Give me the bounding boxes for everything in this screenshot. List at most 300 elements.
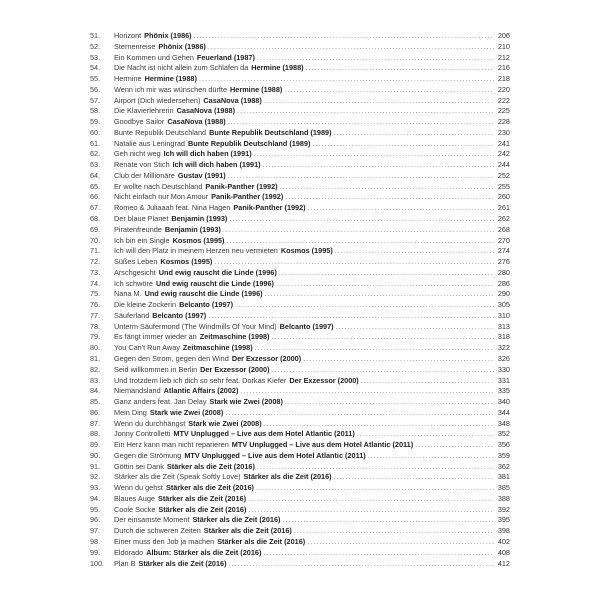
toc-entry[interactable] (90, 160, 510, 171)
dot-leader (272, 365, 494, 376)
song-title: Es fängt immer wieder an (114, 332, 197, 342)
dot-leader (257, 53, 494, 64)
song-title: Der einsamste Moment (114, 515, 190, 525)
dot-leader (237, 106, 494, 117)
entry-number: 87. (90, 418, 101, 428)
page-number: 352 (497, 429, 510, 439)
album-name: Benjamin (1993) (171, 214, 228, 224)
song-title: Bunte Republik Deutschland (114, 127, 207, 137)
album-name: Album: Stärker als die Zeit (2016) (146, 547, 262, 557)
page-number: 318 (497, 332, 510, 342)
entry-number: 100. (90, 558, 105, 568)
entry-number: 72. (90, 257, 101, 267)
album-name: Kosmos (1995) (280, 246, 333, 256)
toc-entry[interactable] (90, 322, 510, 333)
toc-entry[interactable] (90, 279, 510, 290)
entry-number: 89. (90, 440, 101, 450)
page-number: 344 (497, 407, 510, 417)
toc-entry[interactable] (90, 548, 510, 559)
album-name: Stark wie Zwei (2008) (188, 418, 262, 428)
dot-leader (303, 354, 494, 365)
table-of-contents (90, 31, 510, 569)
dot-leader (294, 526, 494, 537)
song-title: Die kleine Zockerin (114, 300, 177, 310)
toc-entry[interactable] (90, 171, 510, 182)
page-number: 313 (497, 321, 510, 331)
dot-leader (279, 268, 494, 279)
toc-entry[interactable] (90, 139, 510, 150)
song-title: Durch die schweren Zeiten (114, 526, 201, 536)
song-title: Ein Kommen und Gehen (114, 52, 194, 62)
dot-leader (254, 149, 494, 160)
dot-leader (336, 322, 494, 333)
dot-leader (228, 117, 494, 128)
song-title: Renate von Stich (114, 160, 170, 170)
entry-number: 56. (90, 84, 101, 94)
song-title: Süßes Leben (114, 257, 158, 267)
page-number: 212 (497, 52, 510, 62)
song-title: Ich will den Platz in meinem Herzen neu vermieten (114, 246, 278, 256)
album-name: Stärker als die Zeit (2016) (203, 526, 292, 536)
album-name: CasaNova (1988) (203, 95, 262, 105)
album-name: Feuerland (1987) (196, 52, 255, 62)
entry-number: 69. (90, 224, 101, 234)
song-title: Niemandsland (114, 386, 161, 396)
album-name: Panik-Panther (1992) (211, 192, 284, 202)
entry-number: 99. (90, 547, 101, 557)
album-name: Panik-Panther (1992) (233, 203, 306, 213)
dot-leader (312, 139, 494, 150)
entry-number: 80. (90, 343, 101, 353)
album-name: Hermine (1988) (230, 84, 283, 94)
page-number: 290 (497, 289, 510, 299)
page-number: 210 (497, 41, 510, 51)
entry-number: 77. (90, 310, 101, 320)
album-name: Und ewig rauscht die Linde (1996) (155, 278, 274, 288)
toc-entry[interactable] (90, 236, 510, 247)
entry-number: 66. (90, 192, 101, 202)
page-number: 252 (497, 170, 510, 180)
entry-number: 96. (90, 515, 101, 525)
page-number: 310 (497, 310, 510, 320)
entry-number: 70. (90, 235, 101, 245)
dot-leader (334, 472, 494, 483)
dot-leader (257, 462, 494, 473)
song-title: You Can't Run Away (114, 343, 180, 353)
entry-number: 59. (90, 117, 101, 127)
page-number: 218 (497, 74, 510, 84)
toc-entry[interactable] (90, 149, 510, 160)
album-name: Stärker als die Zeit (2016) (158, 504, 247, 514)
entry-number: 55. (90, 74, 101, 84)
toc-entry[interactable] (90, 505, 510, 516)
album-name: Der Exzessor (2000) (289, 375, 359, 385)
dot-leader (285, 192, 494, 203)
entry-number: 61. (90, 138, 101, 148)
dot-leader (229, 214, 494, 225)
album-name: MTV Unplugged – Live aus dem Hotel Atlantic (2011) (231, 440, 414, 450)
page-number: 359 (497, 450, 510, 460)
page-number: 268 (497, 224, 510, 234)
entry-number: 85. (90, 397, 101, 407)
entry-number: 58. (90, 106, 101, 116)
album-name: CasaNova (1988) (167, 117, 226, 127)
entry-number: 90. (90, 450, 101, 460)
entry-number: 79. (90, 332, 101, 342)
toc-entry[interactable] (90, 300, 510, 311)
page-number: 322 (497, 343, 510, 353)
toc-entry[interactable] (90, 74, 510, 85)
dot-leader (264, 419, 494, 430)
album-name: MTV Unplugged – Live aus dem Hotel Atlantic (2011) (173, 429, 355, 439)
dot-leader (263, 160, 494, 171)
toc-entry[interactable] (90, 42, 510, 53)
toc-entry[interactable] (90, 96, 510, 107)
toc-entry[interactable] (90, 63, 510, 74)
album-name: Belcanto (1997) (179, 300, 233, 310)
album-name: Stärker als die Zeit (2016) (165, 483, 254, 493)
page-number: 230 (497, 127, 510, 137)
album-name: Kosmos (1995) (172, 235, 225, 245)
page-number: 225 (497, 106, 510, 116)
song-title: Club der Millionäre (114, 170, 175, 180)
album-name: Stärker als die Zeit (2016) (138, 558, 227, 568)
dot-leader (208, 42, 494, 53)
album-name: CasaNova (1988) (176, 106, 236, 116)
toc-entry[interactable] (90, 31, 510, 42)
page-number: 348 (497, 418, 510, 428)
dot-leader (248, 494, 494, 505)
dot-leader (194, 31, 494, 42)
entry-number: 97. (90, 526, 101, 536)
toc-entry[interactable] (90, 343, 510, 354)
dot-leader (256, 483, 494, 494)
page-number: 206 (497, 31, 510, 40)
song-title: Unterm Säufermond (The Windmills Of Your Mind) (114, 321, 277, 331)
song-title: Göttin sei Dank (114, 461, 164, 471)
entry-number: 64. (90, 170, 101, 180)
toc-entry[interactable] (90, 386, 510, 397)
page-number: 395 (497, 515, 510, 525)
entry-number: 57. (90, 95, 101, 105)
song-title: Sternenreise (114, 41, 156, 51)
album-name: Stärker als die Zeit (2016) (192, 515, 281, 525)
page-number: 356 (497, 440, 510, 450)
song-title: Goodbye Sailor (114, 117, 165, 127)
toc-entry[interactable] (90, 537, 510, 548)
dot-leader (263, 548, 494, 559)
entry-number: 63. (90, 160, 101, 170)
toc-entry[interactable] (90, 526, 510, 537)
toc-entry[interactable] (90, 53, 510, 64)
dot-leader (227, 236, 495, 247)
dot-leader (285, 397, 494, 408)
song-title: Säuferland (114, 310, 150, 320)
entry-number: 94. (90, 493, 101, 503)
toc-entry[interactable] (90, 559, 510, 570)
toc-entry[interactable] (90, 128, 510, 139)
album-name: Hermine (1988) (144, 74, 197, 84)
dot-leader (240, 386, 494, 397)
song-title: Nicht einfach nur Mon Amour (114, 192, 209, 202)
song-title: Piratenfreunde (114, 224, 162, 234)
dot-leader (264, 96, 494, 107)
song-title: Arschgesicht (114, 267, 156, 277)
dot-leader (214, 257, 494, 268)
entry-number: 88. (90, 429, 101, 439)
entry-number: 65. (90, 181, 101, 191)
song-title: Wenn ich mir was wünschen dürfte (114, 84, 228, 94)
dot-leader (334, 128, 494, 139)
album-name: Gustav (1991) (177, 170, 226, 180)
toc-entry[interactable] (90, 354, 510, 365)
dot-leader (282, 515, 494, 526)
page-number: 392 (497, 504, 510, 514)
album-name: Bunte Republik Deutschland (1989) (188, 138, 311, 148)
song-title: Wenn du durchhängst (114, 418, 186, 428)
song-title: Natalie aus Leningrad (114, 138, 185, 148)
page-number: 241 (497, 138, 510, 148)
dot-leader (276, 279, 494, 290)
page-number: 260 (497, 192, 510, 202)
entry-number: 73. (90, 267, 101, 277)
toc-entry[interactable] (90, 494, 510, 505)
page-number: 244 (497, 160, 510, 170)
album-name: Stärker als die Zeit (2016) (166, 461, 255, 471)
dot-leader (248, 505, 494, 516)
toc-entry[interactable] (90, 246, 510, 257)
song-title: Ich schwöre (114, 278, 153, 288)
entry-number: 51. (90, 31, 101, 40)
dot-leader (284, 85, 494, 96)
dot-leader (225, 408, 494, 419)
album-name: Panik-Panther (1992) (205, 181, 278, 191)
dot-leader (235, 300, 494, 311)
toc-entry[interactable] (90, 483, 510, 494)
album-name: Ich will dich haben (1991) (163, 149, 252, 159)
album-name: Hermine (1988) (251, 63, 304, 73)
toc-entry[interactable] (90, 515, 510, 526)
page-number: 388 (497, 493, 510, 503)
album-name: Stärker als die Zeit (2016) (157, 493, 246, 503)
song-title: Airport (Dich wiedersehen) (114, 95, 201, 105)
toc-entry[interactable] (90, 451, 510, 462)
song-title: Hermine (114, 74, 142, 84)
dot-leader (255, 343, 494, 354)
dot-leader (361, 376, 494, 387)
song-title: Horizont (114, 31, 142, 40)
entry-number: 68. (90, 214, 101, 224)
page-number: 412 (497, 558, 510, 568)
album-name: Benjamin (1993) (164, 224, 221, 234)
toc-entry[interactable] (90, 225, 510, 236)
entry-number: 67. (90, 203, 101, 213)
toc-entry[interactable] (90, 268, 510, 279)
toc-entry[interactable] (90, 397, 510, 408)
page-number: 280 (497, 267, 510, 277)
song-title: Jonny Controlletti (114, 429, 171, 439)
page-number: 274 (497, 246, 510, 256)
dot-leader (306, 63, 494, 74)
page-number: 381 (497, 472, 510, 482)
album-name: Stärker als die Zeit (2016) (217, 536, 306, 546)
page-number: 402 (497, 536, 510, 546)
page-number: 261 (497, 203, 510, 213)
entry-number: 86. (90, 407, 101, 417)
song-title: Mein Ding (114, 407, 147, 417)
dot-leader (223, 225, 494, 236)
page-number: 335 (497, 386, 510, 396)
song-title: Nana M. (114, 289, 142, 299)
toc-entry[interactable] (90, 117, 510, 128)
page-number: 242 (497, 149, 510, 159)
page-number: 270 (497, 235, 510, 245)
song-title: Blaues Auge (114, 493, 155, 503)
entry-number: 92. (90, 472, 101, 482)
page-number: 330 (497, 364, 510, 374)
dot-leader (308, 203, 494, 214)
page-number: 385 (497, 483, 510, 493)
song-title: Die Klavierlehrerin (114, 106, 174, 116)
toc-entry[interactable] (90, 376, 510, 387)
toc-entry[interactable] (90, 472, 510, 483)
toc-entry[interactable] (90, 85, 510, 96)
entry-number: 78. (90, 321, 101, 331)
dot-leader (307, 537, 494, 548)
album-name: Der Exzessor (2000) (200, 364, 270, 374)
song-title: Eldorado (114, 547, 144, 557)
album-name: Stärker als die Zeit (2016) (243, 472, 332, 482)
page-number: 228 (497, 117, 510, 127)
song-title: Geh nicht weg (114, 149, 161, 159)
album-name: Zeitmaschine (1998) (199, 332, 270, 342)
song-title: Ein Herz kann man nicht reparieren (114, 440, 229, 450)
page-number: 362 (497, 461, 510, 471)
album-name: Ich will dich haben (1991) (172, 160, 261, 170)
page-number: 408 (497, 547, 510, 557)
entry-number: 84. (90, 386, 101, 396)
entry-number: 98. (90, 536, 101, 546)
page-number: 255 (497, 181, 510, 191)
song-title: Stärker als die Zeit (Speak Softly Love) (114, 472, 241, 482)
page-number: 216 (497, 63, 510, 73)
song-title: Romeo & Juliaaah feat. Nina Hagen (114, 203, 231, 213)
dot-leader (357, 429, 494, 440)
song-title: Coole Socke (114, 504, 156, 514)
entry-number: 75. (90, 289, 101, 299)
song-title: Und trotzdem lieb ich dich so sehr feat. Dorkas Kiefer (114, 375, 287, 385)
album-name: Belcanto (1997) (152, 310, 207, 320)
album-name: Zeitmaschine (1998) (182, 343, 253, 353)
entry-number: 74. (90, 278, 101, 288)
entry-number: 54. (90, 63, 101, 73)
page-number: 262 (497, 214, 510, 224)
entry-number: 81. (90, 353, 101, 363)
page-number: 326 (497, 353, 510, 363)
album-name: MTV Unplugged – Live aus dem Hotel Atlantic (2011) (184, 450, 366, 460)
dot-leader (199, 74, 494, 85)
dot-leader (208, 311, 494, 322)
album-name: Phönix (1986) (144, 31, 192, 40)
song-title: Die Nacht ist nicht allein zum Schlafen da (114, 63, 249, 73)
entry-number: 62. (90, 149, 101, 159)
page-number: 305 (497, 300, 510, 310)
album-name: Atlantic Affairs (2002) (163, 386, 239, 396)
dot-leader (228, 171, 494, 182)
toc-entry[interactable] (90, 203, 510, 214)
toc-entry[interactable] (90, 332, 510, 343)
toc-entry[interactable] (90, 257, 510, 268)
page-number: 340 (497, 397, 510, 407)
dot-leader (335, 246, 494, 257)
entry-number: 91. (90, 461, 101, 471)
album-name: Und ewig rauscht die Linde (1996) (158, 267, 277, 277)
song-title: Der blaue Planet (114, 214, 169, 224)
song-title: Seid willkommen in Berlin (114, 364, 198, 374)
album-name: Belcanto (1997) (279, 321, 334, 331)
page-number: 286 (497, 278, 510, 288)
toc-entry[interactable] (90, 311, 510, 322)
toc-entry[interactable] (90, 440, 510, 451)
toc-entry[interactable] (90, 429, 510, 440)
dot-leader (368, 451, 494, 462)
album-name: Bunte Republik Deutschland (1989) (209, 127, 332, 137)
dot-leader (229, 559, 494, 570)
entry-number: 82. (90, 364, 101, 374)
song-title: Wenn du gehst (114, 483, 163, 493)
toc-entry[interactable] (90, 462, 510, 473)
page-number: 220 (497, 84, 510, 94)
song-title: Plan B (114, 558, 136, 568)
toc-entry[interactable] (90, 419, 510, 430)
entry-number: 71. (90, 246, 101, 256)
toc-entry[interactable] (90, 365, 510, 376)
album-name: Stark wie Zwei (2008) (209, 397, 283, 407)
entry-number: 52. (90, 41, 101, 51)
toc-entry[interactable] (90, 214, 510, 225)
song-title: Gegen die Strömung (114, 450, 182, 460)
album-name: Der Exzessor (2000) (231, 353, 302, 363)
song-title: Ich bin ein Single (114, 235, 170, 245)
page-number: 276 (497, 257, 510, 267)
dot-leader (265, 289, 494, 300)
toc-entry[interactable] (90, 106, 510, 117)
song-title: Ganz anders feat. Jan Delay (114, 397, 207, 407)
dot-leader (272, 332, 495, 343)
song-title: Gegen den Strom, gegen den Wind (114, 353, 229, 363)
album-name: Kosmos (1995) (160, 257, 213, 267)
entry-number: 83. (90, 375, 101, 385)
toc-entry[interactable] (90, 182, 510, 193)
song-title: Er wollte nach Deutschland (114, 181, 203, 191)
dot-leader (280, 182, 494, 193)
page-number: 222 (497, 95, 510, 105)
entry-number: 60. (90, 127, 101, 137)
album-name: Und ewig rauscht die Linde (1996) (144, 289, 263, 299)
entry-number: 95. (90, 504, 101, 514)
album-name: Phönix (1986) (158, 41, 206, 51)
page-number: 331 (497, 375, 510, 385)
toc-entry[interactable] (90, 408, 510, 419)
song-title: Einer muss den Job ja machen (114, 536, 215, 546)
toc-entry[interactable] (90, 289, 510, 300)
entry-number: 53. (90, 52, 101, 62)
toc-entry[interactable] (90, 192, 510, 203)
album-name: Stark wie Zwei (2008) (149, 407, 224, 417)
entry-number: 76. (90, 300, 101, 310)
dot-leader (415, 440, 494, 451)
entry-number: 93. (90, 483, 101, 493)
